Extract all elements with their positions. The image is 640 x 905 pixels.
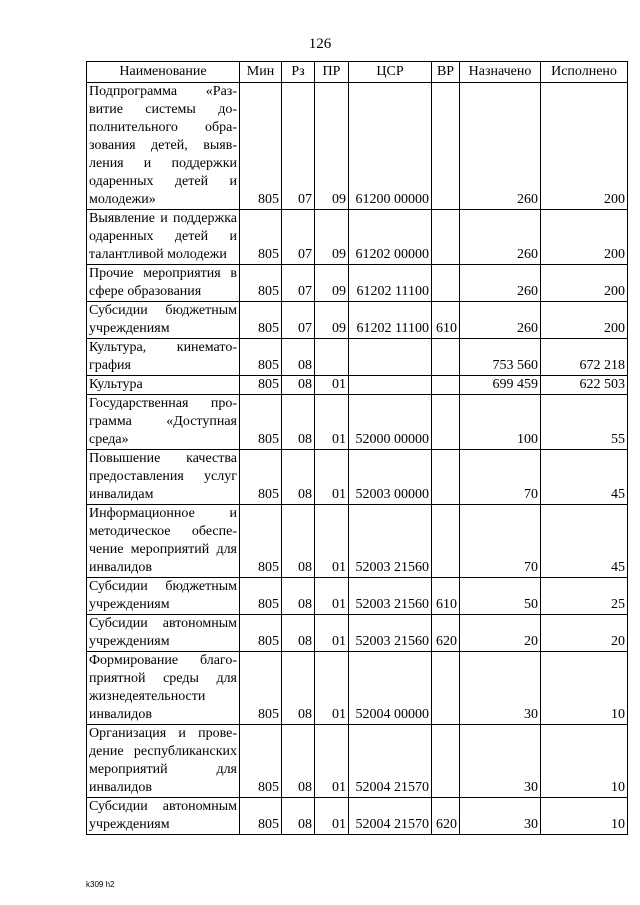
cell-pr: 01 xyxy=(315,725,349,798)
cell-vr: 620 xyxy=(432,615,460,652)
cell-min: 805 xyxy=(240,450,282,505)
cell-rz: 08 xyxy=(282,395,315,450)
cell-rz: 08 xyxy=(282,798,315,835)
cell-name: Повышение качества предоставления услуг инвалидам xyxy=(87,450,240,505)
cell-assigned: 30 xyxy=(460,652,541,725)
cell-vr xyxy=(432,652,460,725)
cell-name: Культура, кинематография xyxy=(87,339,240,376)
cell-pr: 09 xyxy=(315,210,349,265)
cell-vr: 610 xyxy=(432,302,460,339)
cell-rz: 08 xyxy=(282,578,315,615)
cell-pr: 01 xyxy=(315,798,349,835)
cell-vr: 620 xyxy=(432,798,460,835)
cell-min: 805 xyxy=(240,302,282,339)
cell-executed: 200 xyxy=(541,265,628,302)
cell-assigned: 699 459 xyxy=(460,376,541,395)
header-pr: ПР xyxy=(315,62,349,83)
cell-pr: 01 xyxy=(315,652,349,725)
footer-code: k309 h2 xyxy=(86,880,115,889)
cell-executed: 200 xyxy=(541,302,628,339)
cell-executed: 10 xyxy=(541,652,628,725)
cell-vr xyxy=(432,376,460,395)
cell-name: Подпрограмма «Развитие системы дополнительного образования детей, выявления и поддержки одаренных детей и молодежи» xyxy=(87,83,240,210)
table-row xyxy=(87,339,628,376)
cell-rz: 08 xyxy=(282,505,315,578)
cell-csr xyxy=(349,339,432,376)
cell-min: 805 xyxy=(240,339,282,376)
cell-name: Выявление и поддержка одаренных детей и талантливой молодежи xyxy=(87,210,240,265)
cell-csr: 61202 11100 xyxy=(349,265,432,302)
cell-vr xyxy=(432,210,460,265)
cell-pr: 01 xyxy=(315,376,349,395)
cell-vr xyxy=(432,505,460,578)
cell-min: 805 xyxy=(240,210,282,265)
table-header xyxy=(87,62,628,83)
cell-assigned: 70 xyxy=(460,450,541,505)
page-number: 126 xyxy=(308,36,332,52)
header-assigned: Назначено xyxy=(460,62,541,83)
cell-pr: 09 xyxy=(315,265,349,302)
cell-rz: 08 xyxy=(282,725,315,798)
cell-pr: 01 xyxy=(315,450,349,505)
cell-vr xyxy=(432,725,460,798)
cell-pr: 01 xyxy=(315,505,349,578)
cell-csr: 52003 00000 xyxy=(349,450,432,505)
cell-rz: 08 xyxy=(282,615,315,652)
cell-executed: 55 xyxy=(541,395,628,450)
cell-assigned: 260 xyxy=(460,302,541,339)
cell-min: 805 xyxy=(240,798,282,835)
cell-executed: 45 xyxy=(541,450,628,505)
cell-executed: 20 xyxy=(541,615,628,652)
cell-executed: 10 xyxy=(541,725,628,798)
cell-name: Информационное и методическое обеспечение мероприятий для инвалидов xyxy=(87,505,240,578)
table-row xyxy=(87,725,628,798)
cell-name: Формирование благоприятной среды для жизнедеятельности инвалидов xyxy=(87,652,240,725)
cell-name: Субсидии бюджетным учреждениям xyxy=(87,578,240,615)
table-row xyxy=(87,376,628,395)
cell-executed: 200 xyxy=(541,83,628,210)
table-row xyxy=(87,265,628,302)
cell-name: Субсидии бюджетным учреждениям xyxy=(87,302,240,339)
table-row xyxy=(87,615,628,652)
cell-vr xyxy=(432,83,460,210)
cell-csr: 52003 21560 xyxy=(349,615,432,652)
cell-pr: 01 xyxy=(315,615,349,652)
cell-csr: 52004 00000 xyxy=(349,652,432,725)
header-name: Наименование xyxy=(87,62,240,83)
cell-csr: 52004 21570 xyxy=(349,725,432,798)
cell-name: Прочие мероприятия в сфере образования xyxy=(87,265,240,302)
cell-assigned: 260 xyxy=(460,83,541,210)
cell-min: 805 xyxy=(240,505,282,578)
cell-assigned: 260 xyxy=(460,210,541,265)
cell-min: 805 xyxy=(240,578,282,615)
cell-assigned: 30 xyxy=(460,798,541,835)
cell-name: Культура xyxy=(87,376,240,395)
cell-executed: 10 xyxy=(541,798,628,835)
cell-min: 805 xyxy=(240,83,282,210)
cell-min: 805 xyxy=(240,725,282,798)
cell-min: 805 xyxy=(240,265,282,302)
budget-table xyxy=(86,61,628,835)
cell-assigned: 30 xyxy=(460,725,541,798)
cell-executed: 25 xyxy=(541,578,628,615)
cell-assigned: 50 xyxy=(460,578,541,615)
cell-rz: 07 xyxy=(282,265,315,302)
table-row xyxy=(87,578,628,615)
table-row xyxy=(87,798,628,835)
header-vr: ВР xyxy=(432,62,460,83)
cell-rz: 08 xyxy=(282,339,315,376)
cell-executed: 200 xyxy=(541,210,628,265)
cell-assigned: 20 xyxy=(460,615,541,652)
cell-pr: 09 xyxy=(315,83,349,210)
cell-assigned: 100 xyxy=(460,395,541,450)
cell-min: 805 xyxy=(240,615,282,652)
cell-vr xyxy=(432,265,460,302)
header-min: Мин xyxy=(240,62,282,83)
cell-rz: 08 xyxy=(282,450,315,505)
cell-vr xyxy=(432,339,460,376)
cell-executed: 622 503 xyxy=(541,376,628,395)
cell-executed: 672 218 xyxy=(541,339,628,376)
cell-min: 805 xyxy=(240,395,282,450)
table-row xyxy=(87,395,628,450)
cell-pr: 09 xyxy=(315,302,349,339)
table-row xyxy=(87,652,628,725)
header-executed: Исполнено xyxy=(541,62,628,83)
table-row xyxy=(87,450,628,505)
table-row xyxy=(87,210,628,265)
cell-name: Государственная программа «Доступная среда» xyxy=(87,395,240,450)
cell-name: Организация и проведение республиканских мероприятий для инвалидов xyxy=(87,725,240,798)
cell-pr: 01 xyxy=(315,395,349,450)
cell-csr: 52004 21570 xyxy=(349,798,432,835)
table-row xyxy=(87,505,628,578)
cell-csr: 61200 00000 xyxy=(349,83,432,210)
cell-rz: 08 xyxy=(282,652,315,725)
cell-csr xyxy=(349,376,432,395)
cell-vr xyxy=(432,395,460,450)
header-csr: ЦСР xyxy=(349,62,432,83)
cell-assigned: 70 xyxy=(460,505,541,578)
table-row xyxy=(87,83,628,210)
table-body xyxy=(87,83,628,835)
cell-name: Субсидии автономным учреждениям xyxy=(87,615,240,652)
cell-vr xyxy=(432,450,460,505)
cell-rz: 07 xyxy=(282,210,315,265)
cell-pr xyxy=(315,339,349,376)
cell-assigned: 753 560 xyxy=(460,339,541,376)
cell-min: 805 xyxy=(240,652,282,725)
cell-name: Субсидии автономным учреждениям xyxy=(87,798,240,835)
cell-csr: 61202 00000 xyxy=(349,210,432,265)
cell-assigned: 260 xyxy=(460,265,541,302)
cell-executed: 45 xyxy=(541,505,628,578)
cell-rz: 07 xyxy=(282,83,315,210)
cell-csr: 52003 21560 xyxy=(349,578,432,615)
cell-csr: 52000 00000 xyxy=(349,395,432,450)
cell-rz: 08 xyxy=(282,376,315,395)
cell-vr: 610 xyxy=(432,578,460,615)
table-row xyxy=(87,302,628,339)
cell-csr: 52003 21560 xyxy=(349,505,432,578)
cell-rz: 07 xyxy=(282,302,315,339)
cell-pr: 01 xyxy=(315,578,349,615)
cell-min: 805 xyxy=(240,376,282,395)
cell-csr: 61202 11100 xyxy=(349,302,432,339)
header-rz: Рз xyxy=(282,62,315,83)
